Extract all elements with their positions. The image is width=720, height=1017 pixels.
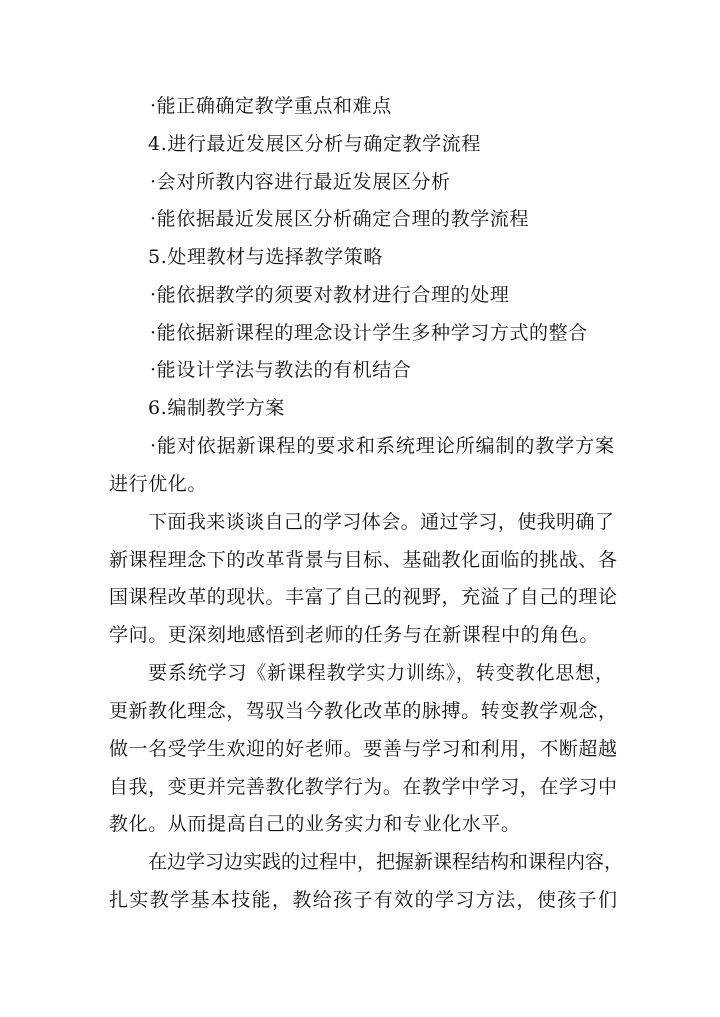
paragraph-line: 在边学习边实践的过程中，把握新课程结构和课程内容，	[148, 851, 624, 873]
bullet-line: ·能设计学法与教法的有机结合	[150, 359, 412, 381]
paragraph-line: 教化。从而提高自己的业务实力和专业化水平。	[109, 813, 521, 835]
bullet-line: ·能依据新课程的理念设计学生多种学习方式的整合	[150, 322, 588, 344]
bullet-line: ·能依据最近发展区分析确定合理的教学流程	[150, 208, 530, 230]
numbered-heading: 5.处理教材与选择教学策略	[148, 246, 383, 268]
paragraph-line: 要系统学习《新课程教学实力训练》，转变教化思想，	[148, 662, 614, 684]
bullet-line: ·能对依据新课程的要求和系统理论所编制的教学方案	[150, 435, 614, 457]
paragraph-line: 新课程理念下的改革背景与目标、基础教化面临的挑战、各	[109, 549, 617, 571]
paragraph-line: 更新教化理念，驾驭当今教化改革的脉搏。转变教学观念，	[109, 700, 617, 722]
paragraph-line: 进行优化。	[109, 473, 208, 495]
paragraph-line: 国课程改革的现状。丰富了自己的视野，充溢了自己的理论	[109, 586, 617, 608]
numbered-heading: 4.进行最近发展区分析与确定教学流程	[148, 133, 481, 155]
bullet-line: ·能正确确定教学重点和难点	[150, 95, 392, 117]
numbered-heading: 6.编制教学方案	[148, 397, 285, 419]
bullet-line: ·会对所教内容进行最近发展区分析	[150, 171, 451, 193]
paragraph-line: 下面我来谈谈自己的学习体会。通过学习，使我明确了	[148, 511, 614, 533]
paragraph-line: 做一名受学生欢迎的好老师。要善与学习和利用，不断超越	[109, 738, 617, 760]
paragraph-line: 自我，变更并完善教化教学行为。在教学中学习，在学习中	[109, 776, 617, 798]
bullet-line: ·能依据教学的须要对教材进行合理的处理	[150, 284, 510, 306]
paragraph-line: 扎实教学基本技能，教给孩子有效的学习方法，使孩子们	[109, 889, 617, 911]
paragraph-line: 学问。更深刻地感悟到老师的任务与在新课程中的角色。	[109, 624, 600, 646]
